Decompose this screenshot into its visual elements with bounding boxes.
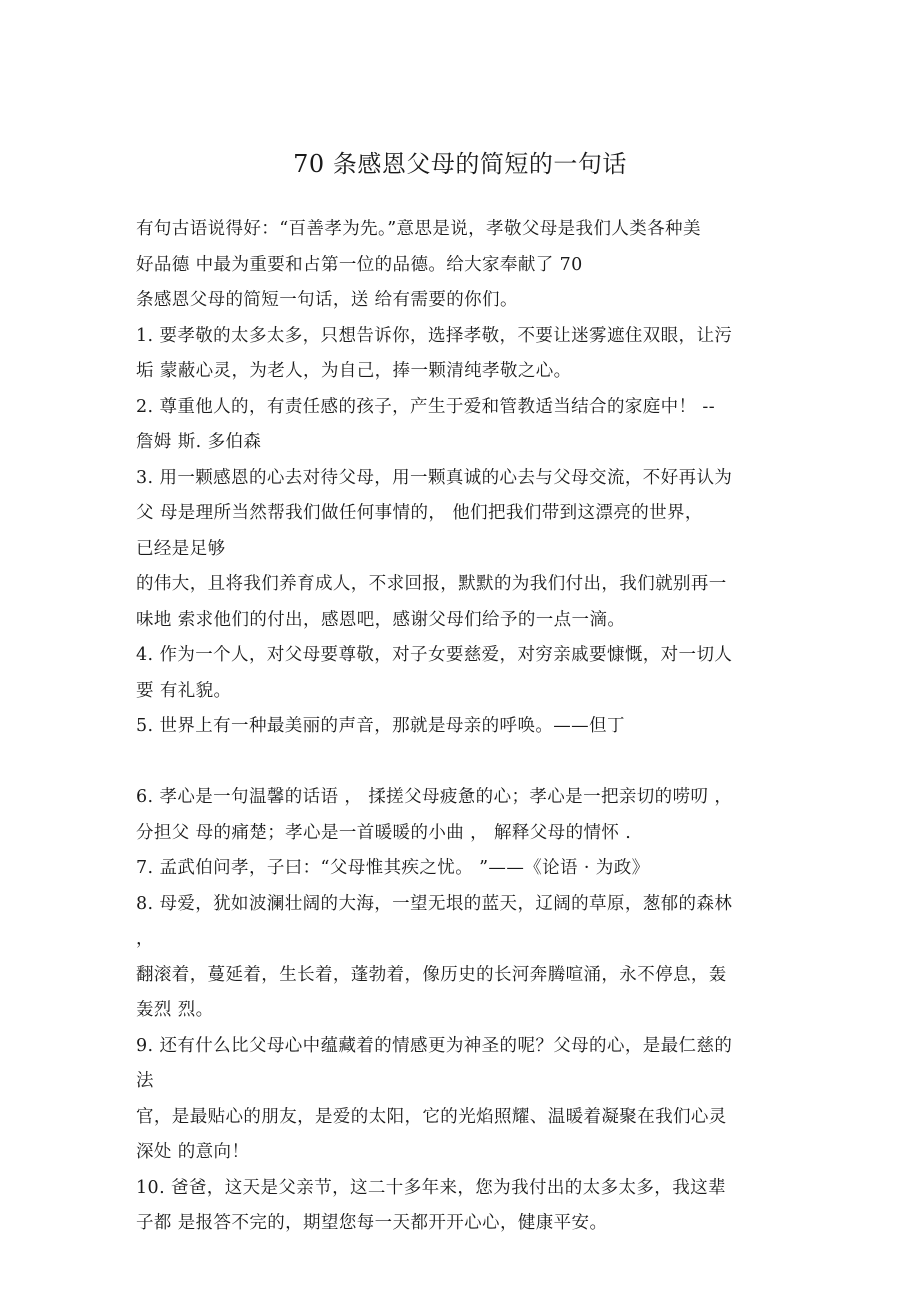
document-body: [136, 212, 796, 1242]
page-title: 70 条感恩父母的简短的一句话: [293, 150, 627, 178]
paragraph-line: 詹姆 斯. 多伯森: [136, 432, 262, 452]
paragraph-line: 垢 蒙蔽心灵，为老人，为自己，捧一颗清纯孝敬之心。: [136, 361, 572, 381]
paragraph-line: 6. 孝心是一句温馨的话语 ， 揉搓父母疲惫的心；孝心是一把亲切的唠叨 ，: [136, 787, 733, 807]
paragraph-line: 味地 索求他们的付出，感恩吧，感谢父母们给予的一点一滴。: [136, 609, 626, 630]
paragraph-line: 翻滚着，蔓延着，生长着，蓬勃着，像历史的长河奔腾喧涌，永不停息，轰: [136, 964, 727, 985]
paragraph-line: 1. 要孝敬的太多太多，只想告诉你，选择孝敬，不要让迷雾遮住双眼，让污: [136, 325, 733, 346]
paragraph-line: 10. 爸爸，这天是父亲节，这二十多年来，您为我付出的太多太多，我这辈: [136, 1177, 726, 1198]
paragraph-line: ，: [136, 929, 154, 949]
paragraph-line: 法: [136, 1071, 154, 1091]
paragraph-line: 的伟大，且将我们养育成人，不求回报，默默的为我们付出，我们就别再一: [136, 574, 727, 594]
paragraph-line: 子都 是报答不完的，期望您每一天都开开心心，健康平安。: [136, 1213, 608, 1233]
paragraph-line: 官，是最贴心的朋友，是爱的太阳，它的光焰照耀、温暖着凝聚在我们心灵: [136, 1106, 727, 1127]
paragraph-line: 父 母是理所当然帮我们做任何事情的， 他们把我们带到这漂亮的世界，: [136, 503, 703, 523]
paragraph-line: 5. 世界上有一种最美丽的声音，那就是母亲的呼唤。——但丁: [136, 716, 625, 736]
blank-line: [136, 745, 796, 781]
paragraph-line: 轰烈 烈。: [136, 1000, 214, 1020]
paragraph-line: 7. 孟武伯问孝，子曰：“父母惟其疾之忧。 ”——《论语 · 为政》: [136, 858, 650, 878]
paragraph-line: 好品德 中最为重要和占第一位的品德。给大家奉献了 70: [136, 254, 583, 275]
paragraph-line: 4. 作为一个人，对父母要尊敬，对子女要慈爱，对穷亲戚要慷慨，对一切人: [136, 645, 733, 665]
paragraph-line: 3. 用一颗感恩的心去对待父母，用一颗真诚的心去与父母交流，不好再认为: [136, 467, 733, 488]
paragraph-line: 8. 母爱，犹如波澜壮阔的大海，一望无垠的蓝天，辽阔的草原，葱郁的森林: [136, 893, 733, 914]
paragraph-line: 要 有礼貌。: [136, 680, 232, 701]
paragraph-line: 有句古语说得好：“百善孝为先。”意思是说，孝敬父母是我们人类各种美: [136, 219, 701, 239]
paragraph-line: 条感恩父母的简短一句话，送 给有需要的你们。: [136, 290, 518, 310]
paragraph-line: 分担父 母的痛楚；孝心是一首暖暖的小曲 ， 解释父母的情怀 .: [136, 822, 632, 843]
paragraph-line: 9. 还有什么比父母心中蕴藏着的情感更为神圣的呢？父母的心，是最仁慈的: [136, 1035, 733, 1056]
paragraph-line: 2. 尊重他人的，有责任感的孩子，产生于爱和管教适当结合的家庭中！ --: [136, 396, 716, 417]
paragraph-line: 深处 的意向！: [136, 1142, 250, 1162]
paragraph-line: 已经是足够: [136, 538, 226, 559]
